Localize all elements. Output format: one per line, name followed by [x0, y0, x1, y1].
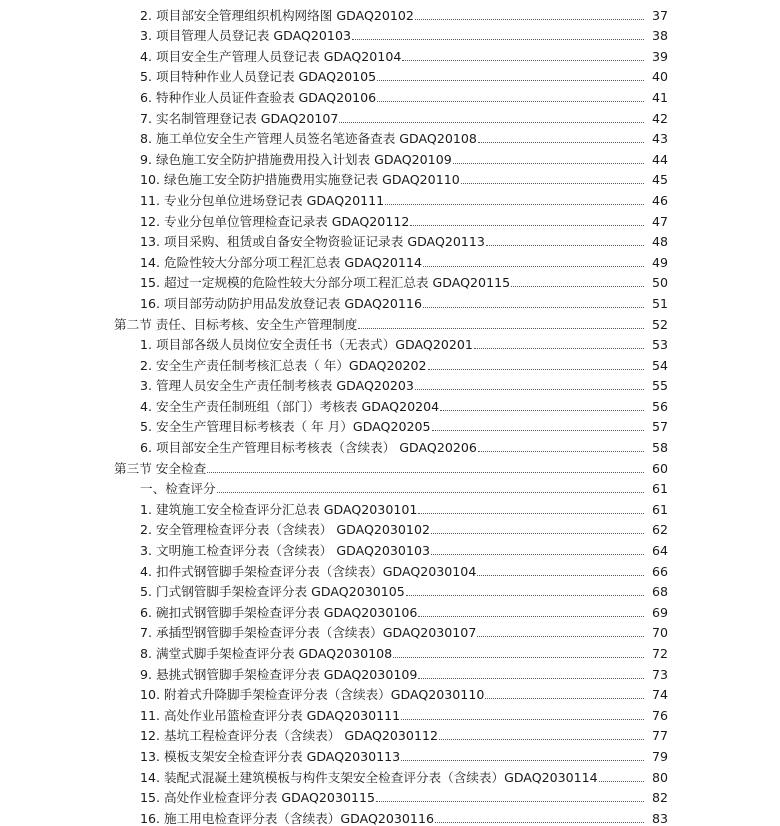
toc-entry[interactable] — [0, 661, 780, 682]
toc-page-number: 42 — [651, 110, 668, 126]
toc-page-number: 64 — [651, 543, 668, 559]
toc-page-number: 68 — [651, 584, 668, 600]
toc-page-number: 55 — [651, 378, 668, 394]
toc-dot-leader — [385, 204, 644, 205]
toc-entry-title: 2. 安全管理检查评分表（含续表） GDAQ2030102 — [140, 522, 430, 538]
toc-entry[interactable] — [0, 2, 780, 23]
toc-page-number: 51 — [651, 295, 668, 311]
toc-entry[interactable] — [0, 743, 780, 764]
toc-dot-leader — [428, 369, 644, 370]
toc-entry-title: 5. 门式钢管脚手架检查评分表 GDAQ2030105 — [140, 584, 405, 600]
toc-dot-leader — [401, 760, 644, 761]
toc-dot-leader — [440, 410, 644, 411]
toc-dot-leader — [423, 307, 644, 308]
toc-entry[interactable] — [0, 599, 780, 620]
toc-page-number: 70 — [651, 625, 668, 641]
toc-dot-leader — [377, 80, 644, 81]
toc-page-number: 58 — [651, 440, 668, 456]
toc-entry[interactable] — [0, 434, 780, 455]
toc-entry-title: 5. 安全生产管理目标考核表（ 年 月）GDAQ20205 — [140, 419, 431, 435]
toc-dot-leader — [207, 472, 644, 473]
toc-section-heading[interactable] — [0, 455, 780, 476]
toc-dot-leader — [410, 225, 644, 226]
toc-dot-leader — [418, 678, 644, 679]
toc-page-number: 76 — [651, 707, 668, 723]
toc-entry-title: 3. 文明施工检查评分表（含续表） GDAQ2030103 — [140, 543, 430, 559]
toc-page-number: 79 — [651, 748, 668, 764]
toc-entry[interactable] — [0, 352, 780, 373]
toc-entry-title: 16. 施工用电检查评分表（含续表）GDAQ2030116 — [140, 810, 434, 826]
toc-entry[interactable] — [0, 126, 780, 147]
toc-entry-title: 一、检查评分 — [140, 481, 216, 497]
toc-page-number: 61 — [651, 481, 668, 497]
toc-page-number: 61 — [651, 501, 668, 517]
toc-page-number: 45 — [651, 172, 668, 188]
toc-entry-title: 16. 项目部劳动防护用品发放登记表 GDAQ20116 — [140, 295, 422, 311]
toc-page-number: 43 — [651, 131, 668, 147]
toc-page-number: 60 — [651, 460, 668, 476]
toc-entry-title: 11. 高处作业吊篮检查评分表 GDAQ2030111 — [140, 707, 401, 723]
toc-page-number: 41 — [651, 89, 668, 105]
toc-page-number: 62 — [651, 522, 668, 538]
toc-dot-leader — [418, 616, 644, 617]
toc-entry-title: 13. 项目采购、租赁或自备安全物资验证记录表 GDAQ20113 — [140, 234, 485, 250]
toc-page-number: 69 — [651, 604, 668, 620]
toc-entry-title: 7. 实名制管理登记表 GDAQ20107 — [140, 110, 339, 126]
toc-entry-title: 1. 建筑施工安全检查评分汇总表 GDAQ2030101 — [140, 501, 418, 517]
toc-entry[interactable] — [0, 105, 780, 126]
toc-entry[interactable] — [0, 682, 780, 703]
toc-entry[interactable] — [0, 805, 780, 826]
toc-entry[interactable] — [0, 229, 780, 250]
toc-entry-title: 8. 满堂式脚手架检查评分表 GDAQ2030108 — [140, 646, 393, 661]
toc-entry[interactable] — [0, 23, 780, 44]
toc-entry[interactable] — [0, 64, 780, 85]
toc-dot-leader — [453, 163, 644, 164]
toc-dot-leader — [599, 781, 644, 782]
toc-dot-leader — [418, 513, 644, 514]
toc-entry-title: 11. 专业分包单位进场登记表 GDAQ20111 — [140, 192, 385, 208]
toc-entry-title: 3. 管理人员安全生产责任制考核表 GDAQ20203 — [140, 378, 414, 394]
toc-entry[interactable] — [0, 414, 780, 435]
toc-page-number: 52 — [651, 316, 668, 332]
toc-page-number: 50 — [651, 275, 668, 291]
toc-entry[interactable] — [0, 723, 780, 744]
toc-entry-title: 13. 模板支架安全检查评分表 GDAQ2030113 — [140, 748, 401, 764]
toc-entry[interactable] — [0, 517, 780, 538]
toc-page-number: 39 — [651, 48, 668, 64]
toc-entry[interactable] — [0, 640, 780, 661]
toc-entry[interactable] — [0, 208, 780, 229]
toc-dot-leader — [406, 595, 644, 596]
toc-entry[interactable] — [0, 579, 780, 600]
toc-dot-leader — [377, 101, 644, 102]
toc-entry[interactable] — [0, 785, 780, 806]
toc-entry-title: 8. 施工单位安全生产管理人员签名笔迹备查表 GDAQ20108 — [140, 131, 477, 147]
toc-entry-title: 10. 绿色施工安全防护措施费用实施登记表 GDAQ20110 — [140, 172, 460, 188]
toc-page-number: 37 — [651, 7, 668, 23]
toc-page-number: 73 — [651, 666, 668, 682]
table-of-contents — [0, 2, 780, 826]
toc-entry-title: 4. 项目安全生产管理人员登记表 GDAQ20104 — [140, 48, 402, 64]
toc-dot-leader — [432, 430, 644, 431]
toc-entry[interactable] — [0, 537, 780, 558]
toc-entry-title: 10. 附着式升降脚手架检查评分表（含续表）GDAQ2030110 — [140, 687, 485, 703]
toc-entry[interactable] — [0, 290, 780, 311]
toc-page-number: 74 — [651, 687, 668, 703]
toc-page-number: 82 — [651, 790, 668, 806]
toc-dot-leader — [352, 39, 644, 40]
toc-entry[interactable] — [0, 558, 780, 579]
toc-dot-leader — [478, 451, 644, 452]
toc-entry-title: 15. 高处作业检查评分表 GDAQ2030115 — [140, 790, 376, 806]
toc-dot-leader — [431, 554, 644, 555]
toc-page-number: 57 — [651, 419, 668, 435]
toc-dot-leader — [461, 183, 644, 184]
toc-entry-title: 9. 悬挑式钢管脚手架检查评分表 GDAQ2030109 — [140, 666, 418, 682]
toc-entry-title: 4. 扣件式钢管脚手架检查评分表（含续表）GDAQ2030104 — [140, 563, 477, 579]
toc-subsection-heading[interactable] — [0, 476, 780, 497]
toc-entry-title: 14. 装配式混凝土建筑模板与构件支架安全检查评分表（含续表）GDAQ2030114 — [140, 769, 598, 785]
toc-page-number: 77 — [651, 728, 668, 744]
toc-entry-title: 7. 承插型钢管脚手架检查评分表（含续表）GDAQ2030107 — [140, 625, 477, 641]
toc-entry[interactable] — [0, 84, 780, 105]
toc-section-heading[interactable] — [0, 311, 780, 332]
toc-dot-leader — [486, 245, 644, 246]
toc-dot-leader — [477, 636, 644, 637]
toc-entry[interactable] — [0, 764, 780, 785]
toc-dot-leader — [402, 60, 644, 61]
toc-page-number: 40 — [651, 69, 668, 85]
toc-page-number: 46 — [651, 192, 668, 208]
toc-entry-title: 6. 项目部安全生产管理目标考核表（含续表） GDAQ20206 — [140, 440, 477, 456]
toc-entry-title: 6. 碗扣式钢管脚手架检查评分表 GDAQ2030106 — [140, 604, 418, 620]
toc-page-number: 49 — [651, 254, 668, 270]
toc-page-number: 66 — [651, 563, 668, 579]
toc-dot-leader — [415, 389, 644, 390]
toc-entry[interactable] — [0, 373, 780, 394]
toc-entry[interactable] — [0, 332, 780, 353]
toc-entry-title: 6. 特种作业人员证件查验表 GDAQ20106 — [140, 89, 377, 105]
toc-entry-title: 12. 基坑工程检查评分表（含续表） GDAQ2030112 — [140, 728, 438, 744]
toc-entry-title: 第二节 责任、目标考核、安全生产管理制度 — [114, 316, 358, 332]
toc-entry[interactable] — [0, 496, 780, 517]
toc-dot-leader — [217, 492, 644, 493]
toc-dot-leader — [339, 122, 644, 123]
toc-entry-title: 1. 项目部各级人员岗位安全责任书（无表式）GDAQ20201 — [140, 337, 473, 353]
toc-page-number: 80 — [651, 769, 668, 785]
toc-entry-title: 15. 超过一定规模的危险性较大分部分项工程汇总表 GDAQ20115 — [140, 275, 511, 291]
toc-dot-leader — [415, 19, 644, 20]
toc-page-number: 83 — [651, 810, 668, 826]
toc-entry-title: 4. 安全生产责任制班组（部门）考核表 GDAQ20204 — [140, 398, 440, 414]
toc-page-number: 53 — [651, 337, 668, 353]
toc-entry[interactable] — [0, 620, 780, 641]
toc-dot-leader — [431, 533, 644, 534]
toc-dot-leader — [358, 328, 644, 329]
toc-entry-title: 第三节 安全检查 — [114, 460, 207, 476]
toc-entry[interactable] — [0, 146, 780, 167]
toc-dot-leader — [376, 801, 644, 802]
toc-page-number: 48 — [651, 234, 668, 250]
toc-entry-title: 9. 绿色施工安全防护措施费用投入计划表 GDAQ20109 — [140, 151, 452, 167]
toc-entry-title: 14. 危险性较大分部分项工程汇总表 GDAQ20114 — [140, 254, 422, 270]
toc-dot-leader — [477, 575, 644, 576]
toc-dot-leader — [511, 286, 644, 287]
toc-dot-leader — [401, 719, 644, 720]
toc-entry-title: 2. 项目部安全管理组织机构网络图 GDAQ20102 — [140, 7, 414, 23]
toc-entry[interactable] — [0, 702, 780, 723]
toc-entry[interactable] — [0, 167, 780, 188]
toc-entry[interactable] — [0, 187, 780, 208]
toc-page-number: 56 — [651, 398, 668, 414]
toc-page-number: 38 — [651, 28, 668, 44]
toc-dot-leader — [439, 739, 644, 740]
toc-entry-title: 5. 项目特种作业人员登记表 GDAQ20105 — [140, 69, 377, 85]
toc-entry-title: 12. 专业分包单位管理检查记录表 GDAQ20112 — [140, 213, 410, 229]
toc-dot-leader — [485, 698, 644, 699]
toc-dot-leader — [474, 348, 644, 349]
toc-dot-leader — [393, 657, 644, 658]
toc-entry-title: 3. 项目管理人员登记表 GDAQ20103 — [140, 28, 351, 44]
toc-dot-leader — [423, 266, 644, 267]
toc-entry[interactable] — [0, 43, 780, 64]
toc-page-number: 54 — [651, 357, 668, 373]
toc-page-number: 72 — [651, 646, 668, 661]
toc-entry-title: 2. 安全生产责任制考核汇总表（ 年）GDAQ20202 — [140, 357, 427, 373]
toc-entry[interactable] — [0, 393, 780, 414]
toc-dot-leader — [478, 142, 644, 143]
toc-page-number: 44 — [651, 151, 668, 167]
toc-entry[interactable] — [0, 249, 780, 270]
toc-entry[interactable] — [0, 270, 780, 291]
toc-page-number: 47 — [651, 213, 668, 229]
